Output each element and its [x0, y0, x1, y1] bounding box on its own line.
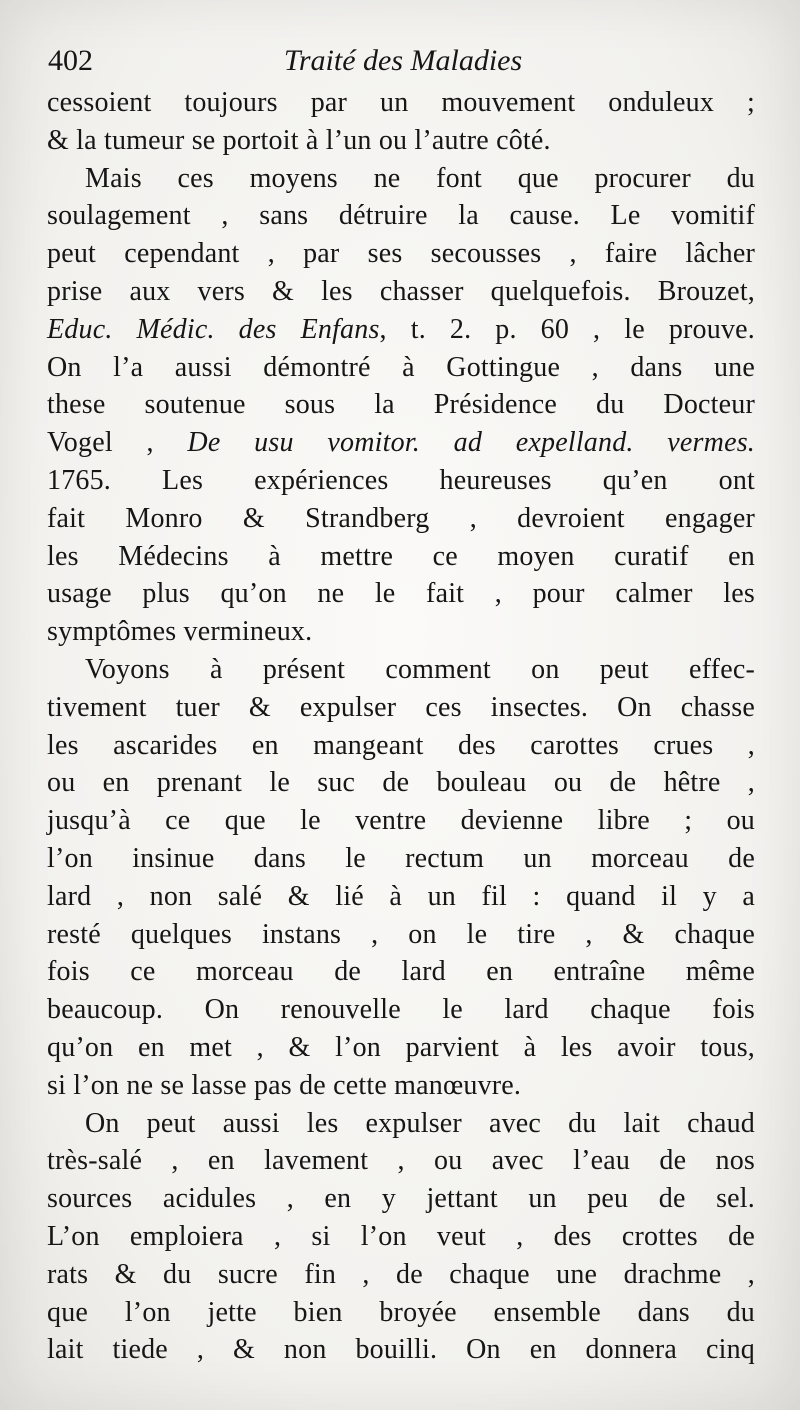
text-line: [47, 575, 755, 613]
text-line: [47, 349, 755, 387]
text-line: [47, 538, 755, 576]
text-segment: Mais ces moyens ne font que procurer du: [85, 162, 755, 194]
text-segment: , t. 2. p. 60 , le prouve.: [379, 313, 755, 345]
text-line: [47, 160, 755, 198]
text-segment: les ascarides en mangeant des carottes crues ,: [47, 729, 755, 761]
text-line: [47, 651, 755, 689]
text-segment: lait tiede , & non bouilli. On en donnera cinq: [47, 1334, 755, 1366]
text-line: [47, 1142, 755, 1180]
text-segment: qu’on en met , & l’on parvient à les avoir tous,: [47, 1031, 755, 1063]
text-segment: sources acidules , en y jettant un peu de sel.: [47, 1183, 755, 1215]
text-line: [47, 311, 755, 349]
text-line: [47, 1180, 755, 1218]
text-segment: fait Monro & Strandberg , devroient engager: [47, 502, 755, 534]
text-segment: rats & du sucre fin , de chaque une drachme ,: [47, 1258, 755, 1290]
text-segment: les Médecins à mettre ce moyen curatif en: [47, 540, 755, 572]
text-segment: resté quelques instans , on le tire , & chaque: [47, 918, 755, 950]
running-header: [48, 44, 758, 88]
text-segment: symptômes vermineux.: [47, 616, 313, 648]
text-line: [47, 122, 755, 160]
text-segment: Voyons à présent comment on peut effec-: [85, 653, 755, 685]
text-segment: fois ce morceau de lard en entraîne même: [47, 956, 755, 988]
text-segment: On peut aussi les expulser avec du lait chaud: [85, 1107, 755, 1139]
text-segment: On l’a aussi démontré à Gottingue , dans une: [47, 351, 755, 383]
text-segment: soulagement , sans détruire la cause. Le vomitif: [47, 200, 755, 232]
text-line: [47, 1105, 755, 1143]
text-line: [47, 916, 755, 954]
text-line: [47, 462, 755, 500]
text-line: [47, 689, 755, 727]
text-segment: que l’on jette bien broyée ensemble dans du: [47, 1296, 755, 1328]
text-line: [47, 1218, 755, 1256]
text-segment: prise aux vers & les chasser quelquefois. Brouzet,: [47, 275, 755, 307]
text-line: [47, 1067, 755, 1105]
text-segment: jusqu’à ce que le ventre devienne libre ; ou: [47, 805, 755, 837]
text-segment: cessoient toujours par un mouvement onduleux ;: [47, 87, 755, 118]
italic-citation: De usu vomitor. ad expelland. vermes.: [187, 427, 755, 459]
text-segment: lard , non salé & lié à un fil : quand il y a: [47, 880, 755, 912]
text-line: [47, 273, 755, 311]
text-segment: ou en prenant le suc de bouleau ou de hêtre ,: [47, 767, 755, 799]
text-line: [47, 840, 755, 878]
text-line: [47, 84, 755, 122]
text-line: [47, 424, 755, 462]
text-line: [47, 1029, 755, 1067]
text-segment: usage plus qu’on ne le fait , pour calmer les: [47, 578, 755, 610]
text-line: [47, 613, 755, 651]
text-segment: these soutenue sous la Présidence du Docteur: [47, 389, 755, 421]
page-number: 402: [48, 44, 93, 77]
text-line: [47, 1294, 755, 1332]
text-segment: l’on insinue dans le rectum un morceau de: [47, 842, 755, 874]
text-line: [47, 235, 755, 273]
text-segment: Vogel ,: [47, 427, 188, 459]
body-text: [47, 84, 755, 1369]
text-line: [47, 1331, 755, 1369]
text-segment: tivement tuer & expulser ces insectes. On chasse: [47, 691, 755, 723]
text-line: [47, 764, 755, 802]
text-segment: très-salé , en lavement , ou avec l’eau de nos: [47, 1145, 755, 1177]
text-segment: & la tumeur se portoit à l’un ou l’autre côté.: [47, 124, 551, 156]
text-line: [47, 197, 755, 235]
text-segment: L’on emploiera , si l’on veut , des crottes de: [47, 1220, 755, 1252]
text-line: [47, 878, 755, 916]
italic-citation: Educ. Médic. des Enfans: [47, 313, 380, 345]
text-line: [47, 991, 755, 1029]
text-line: [47, 727, 755, 765]
text-line: [47, 953, 755, 991]
text-line: [47, 1256, 755, 1294]
text-line: [47, 802, 755, 840]
text-segment: beaucoup. On renouvelle le lard chaque fois: [47, 994, 755, 1026]
text-segment: 1765. Les expériences heureuses qu’en ont: [47, 464, 755, 496]
running-title: Traité des Maladies: [283, 44, 523, 77]
text-segment: si l’on ne se lasse pas de cette manœuvre.: [47, 1069, 522, 1101]
text-segment: peut cependant , par ses secousses , faire lâcher: [47, 238, 755, 270]
text-line: [47, 500, 755, 538]
text-line: [47, 386, 755, 424]
